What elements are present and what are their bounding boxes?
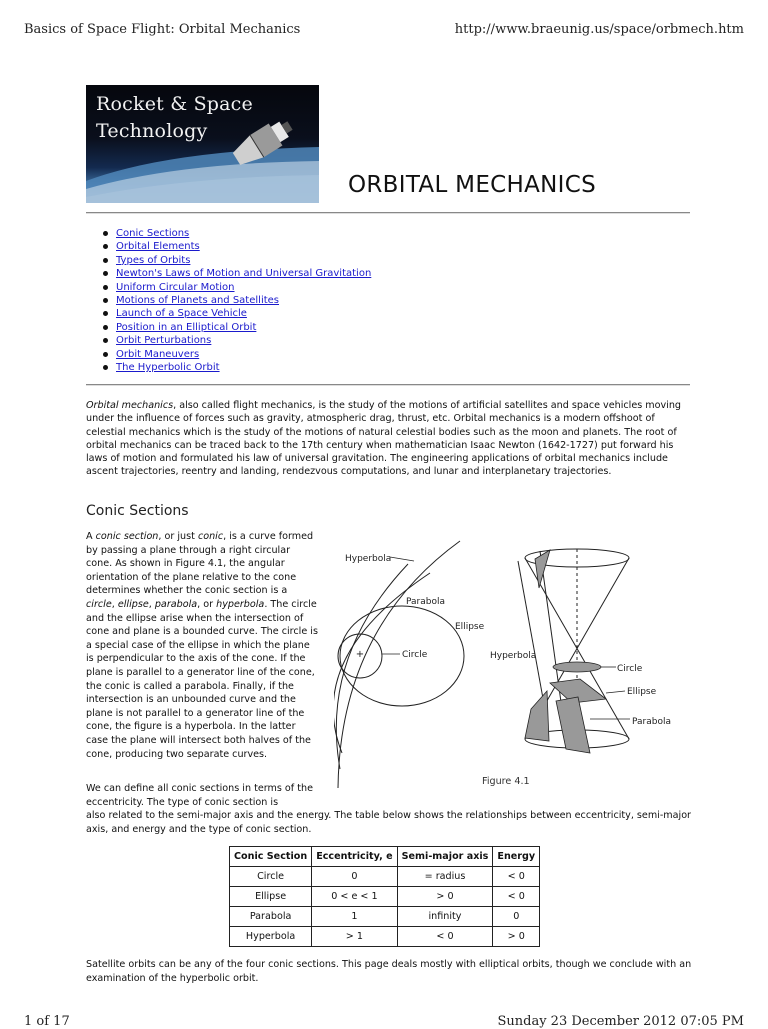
table-cell: Circle [230,867,312,887]
table-cell: Ellipse [230,887,312,907]
label-hyperbola-right: Hyperbola [490,651,537,661]
term-parabola: parabola [154,598,198,610]
table-cell: > 0 [493,927,540,947]
text-run: . The circle and the ellipse arise when the intersection of cone and plane is a bounded curve. The circle is a special case of the ellipse in which the plane is perpendicular to the axis of the cone. If the plane is parallel to a generator line of the cone, the conic is called a parabola. Finally, if the intersection is an unbounded curve and the plane is not parallel to a generator line of the cone, the figure is a hyperbola. In the latter case the plane will intersect both halves of the cone, producing two separate curves. [86,598,318,760]
section-heading-conic-sections: Conic Sections [86,503,189,519]
table-cell: = radius [397,867,493,887]
label-hyperbola-left: Hyperbola [345,554,392,564]
table-header-cell: Energy [493,847,540,867]
table-cell: > 1 [312,927,397,947]
toc-link-orbit-perturbations[interactable]: Orbit Perturbations [116,335,212,347]
bullet-icon [103,365,108,370]
table-cell: < 0 [493,867,540,887]
bullet-icon [103,352,108,357]
text-run: , [148,598,155,610]
toc-link-newtons-laws[interactable]: Newton's Laws of Motion and Universal Gravitation [116,268,372,280]
table-cell: Parabola [230,907,312,927]
bullet-icon [103,258,108,263]
label-parabola-left: Parabola [406,597,445,607]
bullet-icon [103,298,108,303]
toc-link-uniform-circular-motion[interactable]: Uniform Circular Motion [116,281,235,293]
table-cell: > 0 [397,887,493,907]
toc-item [103,307,371,320]
bullet-icon [103,231,108,236]
hyperbola-section-lower [525,691,549,741]
print-header [24,22,744,42]
page-title: ORBITAL MECHANICS [348,172,596,198]
conic-description-paragraph [86,530,318,761]
toc-link-launch-of-space-vehicle[interactable]: Launch of a Space Vehicle [116,308,247,320]
hyperbola-inner-curve [336,564,408,769]
table-cell: 1 [312,907,397,927]
bullet-icon [103,271,108,276]
text-run: , or just [158,531,198,542]
divider-bottom [86,384,690,386]
bullet-icon [103,244,108,249]
intro-text: , also called flight mechanics, is the study of the motions of artificial satellites and space vehicles moving under the influence of forces such as gravity, atmospheric drag, thrust, etc. Orbital mechanics is a modern offshoot of celestial mechanics which is the study of the motions of natural celestial bodies such as the moon and planets. The root of orbital mechanics can be traced back to the 17th century when mathematician Isaac Newton (1642-1727) put forward his laws of motion and formulated his law of universal gravitation. The engineering applications of orbital mechanics include ascent trajectories, reentry and landing, rendezvous computations, and lunar and interplanetary trajectories. [86,400,681,478]
bullet-icon [103,325,108,330]
table-header-row [230,847,540,867]
table-cell: 0 < e < 1 [312,887,397,907]
toc-item [103,321,371,334]
toc-item [103,254,371,267]
toc-item [103,334,371,347]
bullet-icon [103,338,108,343]
toc-item [103,348,371,361]
intro-term: Orbital mechanics [86,400,174,411]
banner-title-line2: Technology [96,120,208,142]
eccentricity-paragraph-start: We can define all conic sections in terms of the eccentricity. The type of conic section is [86,783,313,808]
toc-link-types-of-orbits[interactable]: Types of Orbits [116,254,191,266]
eccentricity-paragraph-rest: also related to the semi-major axis and the energy. The table below shows the relationships between eccentricity, semi-major axis, and energy and the type of conic section. [86,810,692,835]
table-row [230,887,540,907]
table-cell: 0 [493,907,540,927]
term-ellipse: ellipse [117,598,149,610]
banner-title-line1: Rocket & Space [96,93,253,115]
closing-paragraph: Satellite orbits can be any of the four conic sections. This page deals mostly with elliptical orbits, though we conclude with an examination of the hyperbolic orbit. [86,959,692,984]
toc-item [103,294,371,307]
print-header-url: http://www.braeunig.us/space/orbmech.htm [454,22,744,37]
divider-top [86,212,690,214]
toc-link-orbit-maneuvers[interactable]: Orbit Maneuvers [116,348,200,360]
label-parabola-right: Parabola [632,717,671,727]
term-conic-section: conic section [95,531,159,542]
leader-line [390,557,414,561]
table-header-cell: Conic Section [230,847,312,867]
toc-item [103,361,371,374]
toc-link-motions-of-planets[interactable]: Motions of Planets and Satellites [116,295,280,307]
toc-link-position-elliptical-orbit[interactable]: Position in an Elliptical Orbit [116,321,257,333]
conic-section-table [229,846,540,947]
term-hyperbola: hyperbola [216,598,265,610]
parabola-section [556,697,590,753]
label-circle-left: Circle [402,650,428,660]
toc-item [103,267,371,280]
table-cell: 0 [312,867,397,887]
label-ellipse-left: Ellipse [455,622,485,632]
text-run: , or [197,598,217,610]
table-cell: < 0 [397,927,493,947]
table-cell: < 0 [493,887,540,907]
text-run: , is a curve formed by passing a plane through a right circular cone. As shown in Figure 4.1, the angular orientation of the plane relative to the cone determines whether the conic section is a [86,531,314,597]
figure-caption: Figure 4.1 [482,776,530,787]
table-row [230,927,540,947]
table-header-cell: Eccentricity, e [312,847,397,867]
table-row [230,867,540,887]
print-header-title: Basics of Space Flight: Orbital Mechanics [24,22,301,37]
table-cell: infinity [397,907,493,927]
page-number: 1 of 17 [24,1014,70,1029]
toc-item [103,227,371,240]
term-conic: conic [197,531,224,542]
table-of-contents [103,227,371,374]
bullet-icon [103,311,108,316]
toc-link-orbital-elements[interactable]: Orbital Elements [116,241,200,253]
figure-conic-sections [334,533,694,795]
text-run: A [86,531,96,542]
focus-plus-icon: + [355,649,365,660]
intro-paragraph [86,399,692,479]
toc-item [103,240,371,253]
bullet-icon [103,285,108,290]
toc-link-hyperbolic-orbit[interactable]: The Hyperbolic Orbit [116,362,220,374]
hyperbola-curve [338,541,460,788]
toc-item [103,281,371,294]
leader-line [606,691,625,693]
label-circle-right: Circle [617,664,643,674]
table-row [230,907,540,927]
hyperbola-plane-edge [518,561,546,715]
site-banner [86,85,319,203]
text-run: , [111,598,118,610]
label-ellipse-right: Ellipse [627,687,657,697]
term-circle: circle [86,598,112,610]
table-header-cell: Semi-major axis [397,847,493,867]
circle-section [553,662,601,672]
print-date: Sunday 23 December 2012 07:05 PM [497,1014,744,1029]
toc-link-conic-sections[interactable]: Conic Sections [116,228,190,239]
hyperbola-section-upper [535,550,550,588]
table-cell: Hyperbola [230,927,312,947]
